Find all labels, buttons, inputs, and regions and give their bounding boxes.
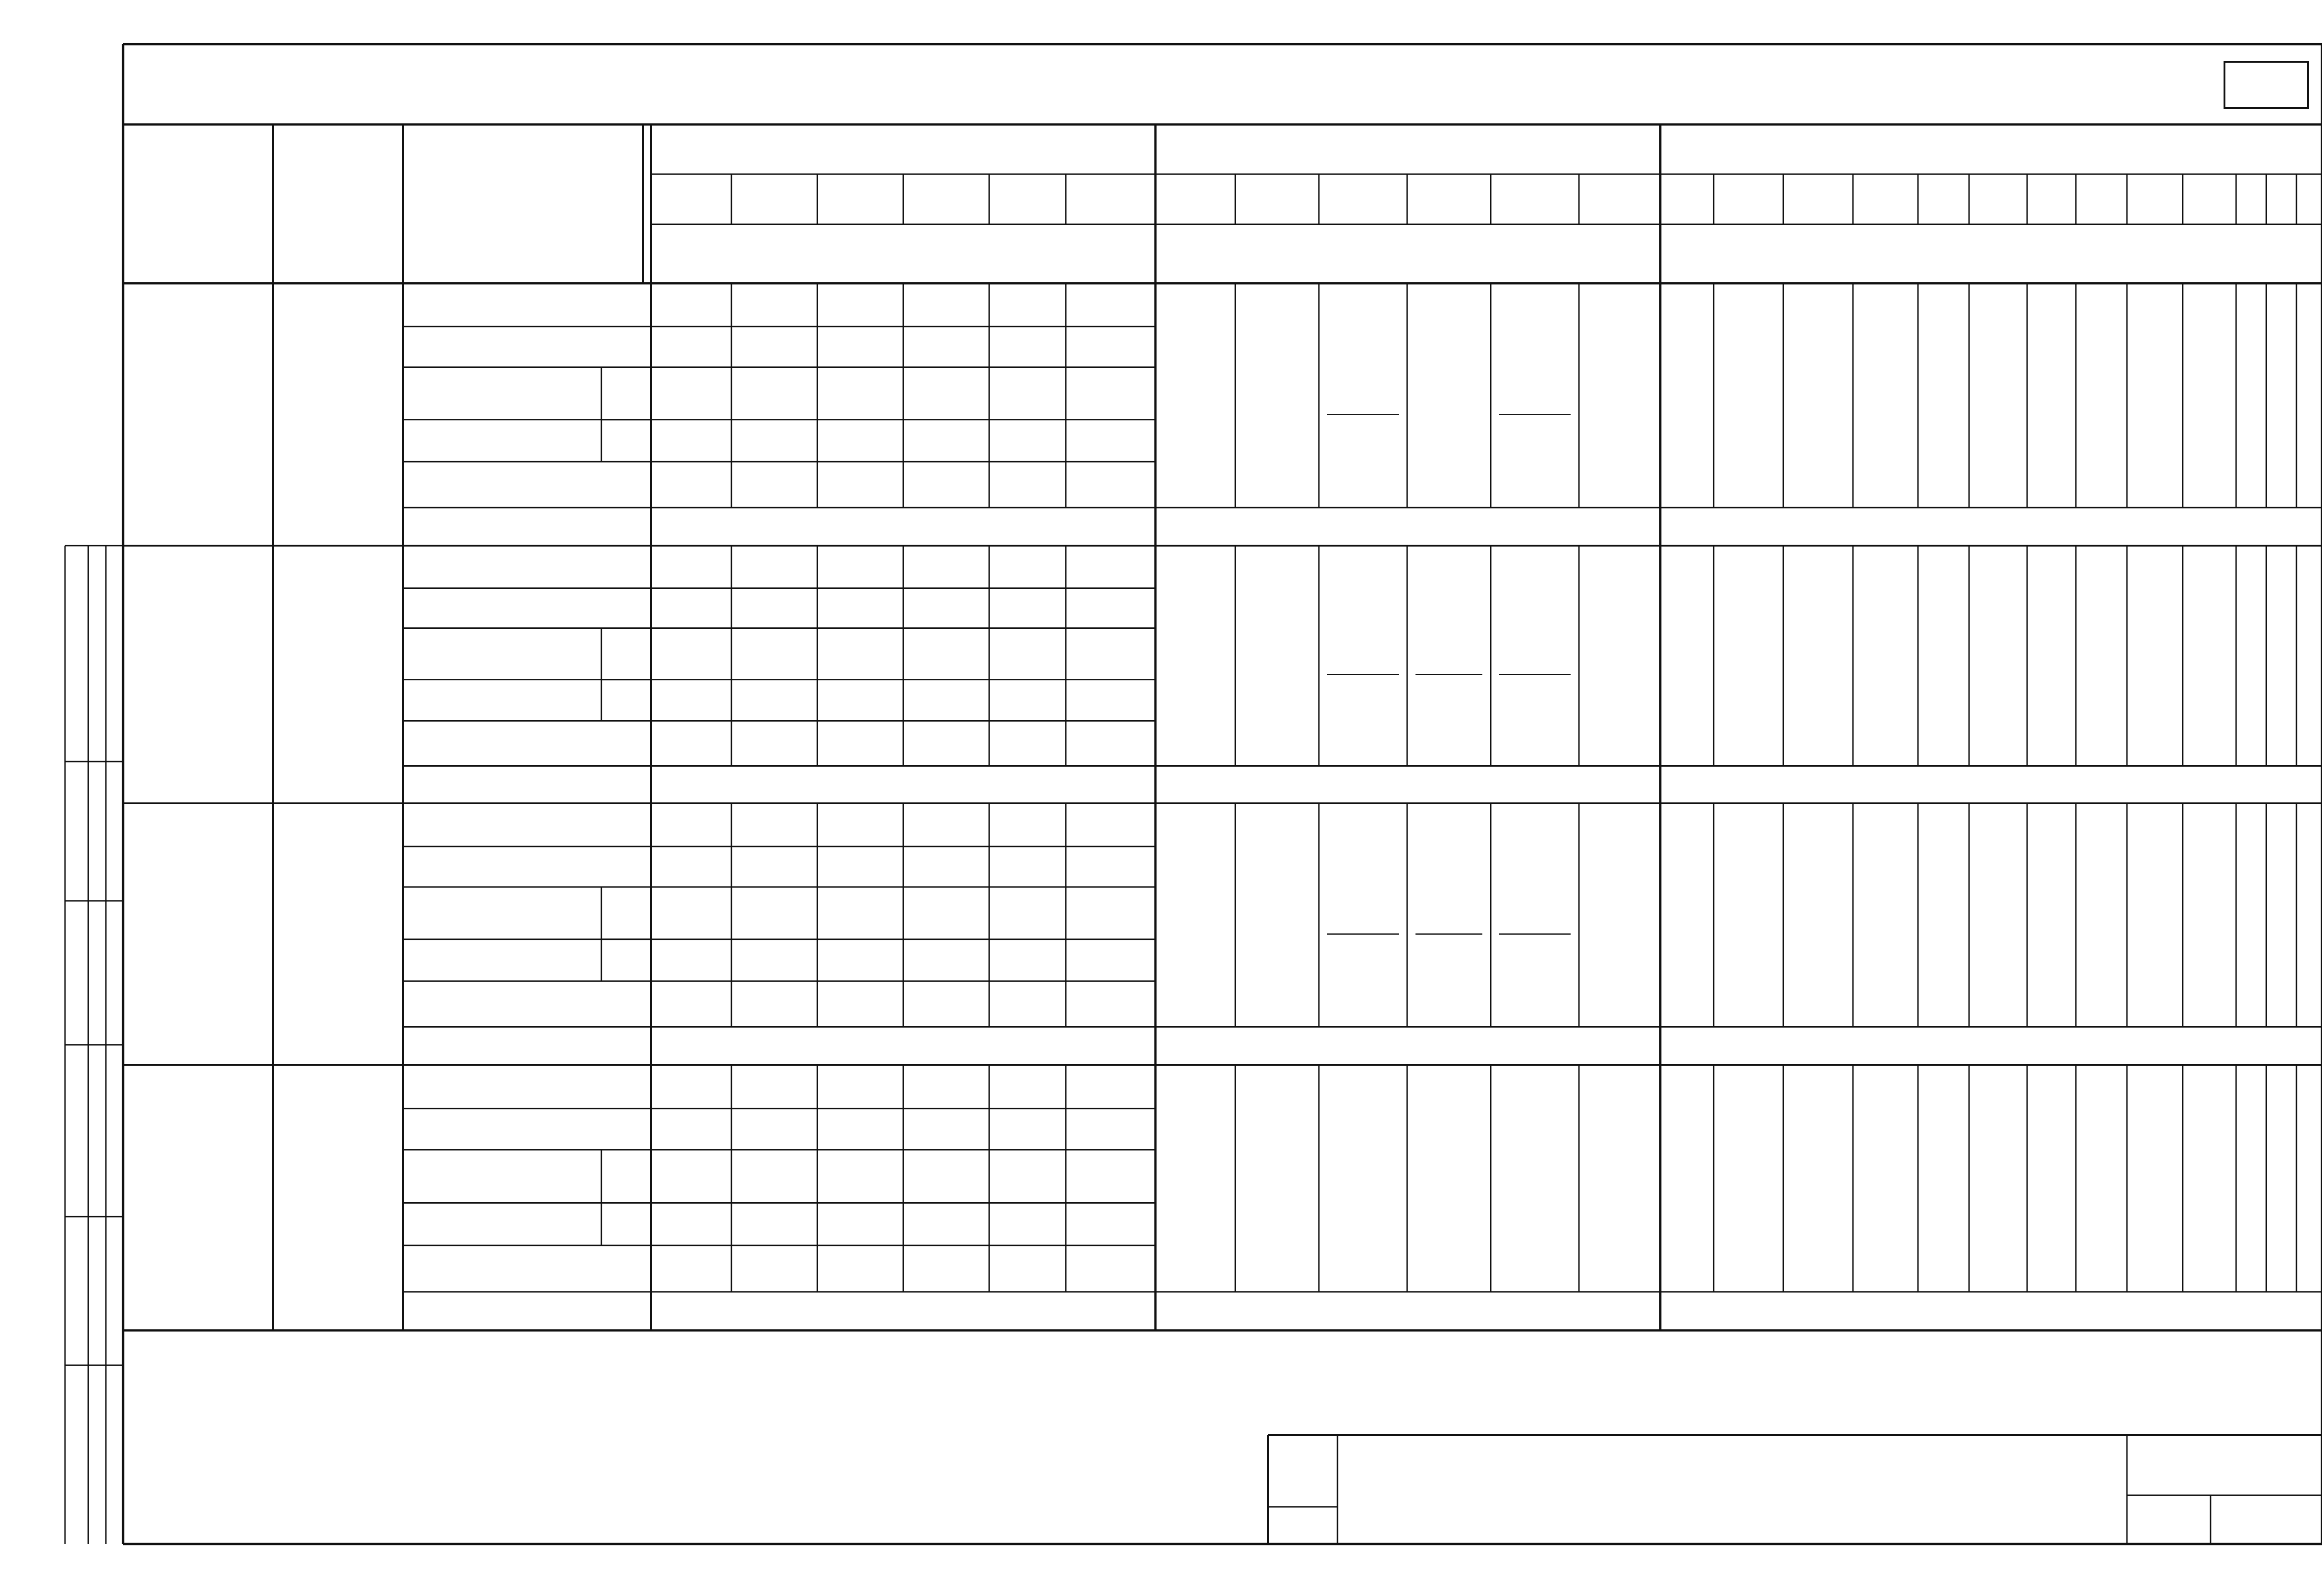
page-number-box — [2224, 62, 2308, 108]
